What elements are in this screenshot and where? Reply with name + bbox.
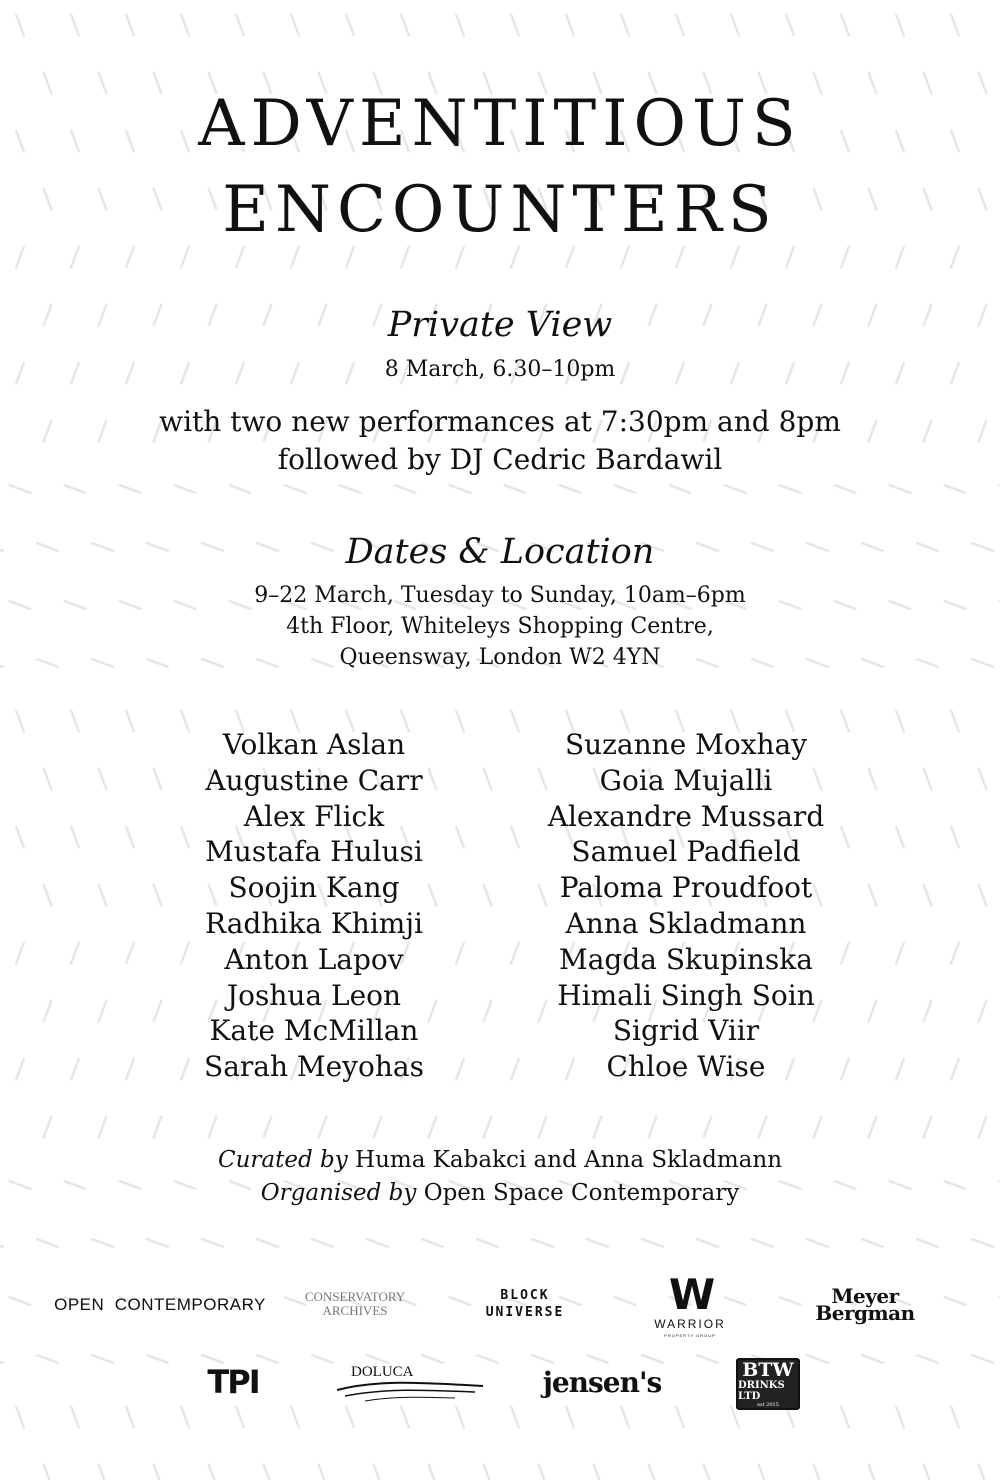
block-universe-logo — [470, 1284, 580, 1324]
open-space-contemporary-logo — [54, 1293, 266, 1317]
btw-logo-line-2: DRINKS LTD — [738, 1379, 785, 1402]
artist-name: Anna Skladmann — [565, 906, 807, 940]
curated-credit — [0, 1149, 1000, 1172]
doluca-logo-text: DOLUCA — [351, 1364, 414, 1380]
btw-logo-line-1: BTW — [742, 1358, 794, 1381]
address-line-2: Queensway, London W2 4YN — [339, 645, 661, 670]
meyer-logo-line-1: Meyer — [831, 1284, 899, 1308]
artist-name: Alex Flick — [243, 799, 385, 833]
artist-list-left — [104, 727, 524, 1085]
meyer-logo-line-2: Bergman — [815, 1301, 915, 1325]
artist-name: Mustafa Hulusi — [205, 835, 423, 869]
title-line-2: ENCOUNTERS — [222, 173, 778, 247]
doluca-logo — [335, 1360, 485, 1404]
artist-name: Suzanne Moxhay — [564, 728, 808, 761]
open-space-logo-text: OPEN CONTEMPORARY — [54, 1295, 266, 1314]
artist-name: Anton Lapov — [224, 942, 404, 976]
artist-name: Augustine Carr — [205, 763, 423, 797]
artist-name: Paloma Proudfoot — [559, 871, 813, 905]
artist-name: Chloe Wise — [606, 1050, 766, 1084]
tpi-logo — [198, 1364, 268, 1400]
address-line-1: 4th Floor, Whiteleys Shopping Centre, — [286, 614, 714, 639]
artist-name: Samuel Padfield — [571, 835, 801, 869]
artist-name: Magda Skupinska — [559, 942, 813, 976]
warrior-logo-subtitle: PROPERTY GROUP — [664, 1332, 716, 1338]
title-line-1: ADVENTITIOUS — [198, 87, 802, 161]
artist-list-right — [476, 727, 896, 1085]
performances-note: with two new performances at 7:30pm and 8pm — [159, 405, 841, 438]
artist-name: Alexandre Mussard — [547, 799, 825, 833]
warrior-property-group-logo — [640, 1270, 740, 1342]
curator-names: Huma Kabakci and Anna Skladmann — [355, 1147, 783, 1173]
artist-name: Radhika Khimji — [205, 906, 423, 940]
private-view-heading: Private View — [387, 305, 613, 345]
artist-name: Volkan Aslan — [222, 728, 406, 761]
conservatory-logo-line-1: CONSERVATORY — [304, 1289, 406, 1304]
organiser-name: Open Space Contemporary — [423, 1180, 740, 1206]
tpi-logo-text: TPI — [207, 1363, 259, 1401]
jensens-logo-text: jensen's — [542, 1365, 662, 1399]
meyer-bergman-logo — [810, 1282, 920, 1328]
organised-label: Organised by — [260, 1180, 417, 1206]
artist-name: Himali Singh Soin — [557, 978, 815, 1012]
organised-credit — [0, 1182, 1000, 1205]
artist-name: Sarah Meyohas — [204, 1050, 424, 1084]
private-view-datetime: 8 March, 6.30–10pm — [384, 357, 616, 382]
btw-logo-line-3: est 2015 — [757, 1401, 779, 1408]
block-logo-line-1: BLOCK — [500, 1288, 550, 1303]
conservatory-archives-logo — [295, 1280, 415, 1328]
jensens-logo — [540, 1362, 664, 1402]
artist-name: Sigrid Viir — [612, 1014, 760, 1048]
dates-location-heading: Dates & Location — [345, 532, 655, 572]
warrior-logo-mark: W — [668, 1269, 712, 1319]
btw-drinks-logo — [736, 1358, 800, 1410]
artist-name: Goia Mujalli — [599, 763, 773, 797]
dj-note: followed by DJ Cedric Bardawil — [277, 443, 723, 476]
dates-line: 9–22 March, Tuesday to Sunday, 10am–6pm — [254, 583, 746, 608]
curated-label: Curated by — [217, 1147, 348, 1173]
conservatory-logo-line-2: ARCHIVES — [322, 1303, 388, 1318]
artist-name: Soojin Kang — [228, 871, 400, 905]
warrior-logo-name: WARRIOR — [654, 1316, 726, 1331]
artist-name: Kate McMillan — [209, 1014, 419, 1048]
block-logo-line-2: UNIVERSE — [485, 1305, 565, 1320]
artist-name: Joshua Leon — [226, 978, 402, 1012]
